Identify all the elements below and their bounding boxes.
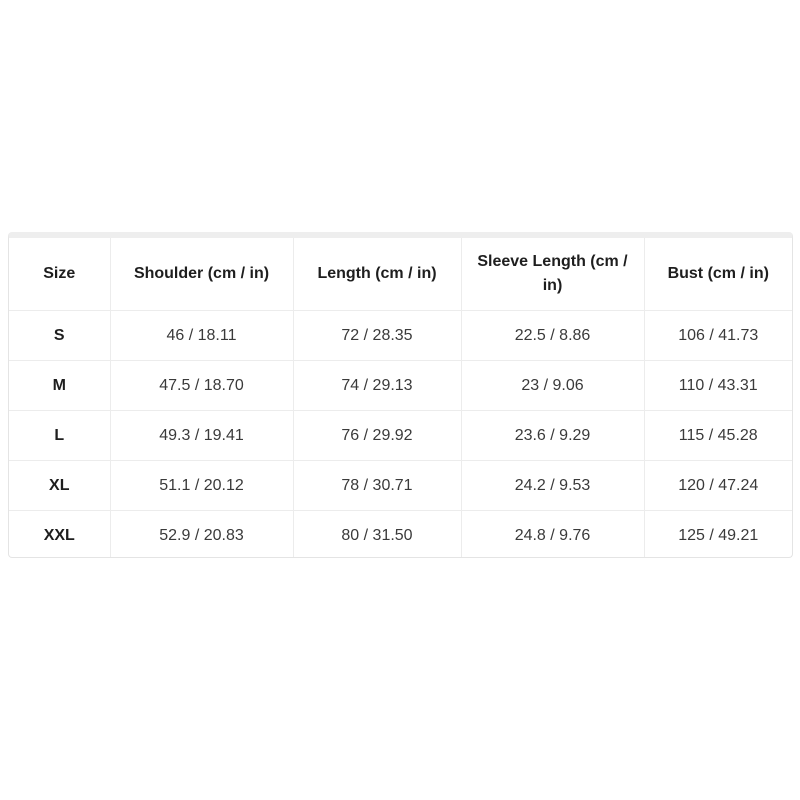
shoulder-cell: 51.1 / 20.12 <box>110 461 293 511</box>
sleeve-length-cell: 24.8 / 9.76 <box>461 511 644 559</box>
size-cell: L <box>9 411 110 461</box>
header-row <box>9 238 792 311</box>
sleeve-length-cell: 22.5 / 8.86 <box>461 311 644 361</box>
length-cell: 80 / 31.50 <box>293 511 461 559</box>
size-cell: XL <box>9 461 110 511</box>
sleeve-length-cell: 23.6 / 9.29 <box>461 411 644 461</box>
table-row <box>9 311 792 361</box>
bust-cell: 110 / 43.31 <box>644 361 792 411</box>
bust-cell: 115 / 45.28 <box>644 411 792 461</box>
size-cell: M <box>9 361 110 411</box>
shoulder-cell: 46 / 18.11 <box>110 311 293 361</box>
table-row <box>9 361 792 411</box>
bust-cell: 106 / 41.73 <box>644 311 792 361</box>
length-cell: 76 / 29.92 <box>293 411 461 461</box>
length-cell: 78 / 30.71 <box>293 461 461 511</box>
header-shoulder: Shoulder (cm / in) <box>110 238 293 311</box>
sleeve-length-cell: 24.2 / 9.53 <box>461 461 644 511</box>
sleeve-length-cell: 23 / 9.06 <box>461 361 644 411</box>
shoulder-cell: 47.5 / 18.70 <box>110 361 293 411</box>
bust-cell: 120 / 47.24 <box>644 461 792 511</box>
shoulder-cell: 52.9 / 20.83 <box>110 511 293 559</box>
header-sleeve-length: Sleeve Length (cm / in) <box>461 238 644 311</box>
size-table <box>9 238 792 558</box>
bust-cell: 125 / 49.21 <box>678 526 759 544</box>
size-cell: XXL <box>9 511 110 559</box>
length-cell: 74 / 29.13 <box>293 361 461 411</box>
length-cell: 72 / 28.35 <box>293 311 461 361</box>
size-cell: S <box>9 311 110 361</box>
table-row <box>9 461 792 511</box>
header-length: Length (cm / in) <box>293 238 461 311</box>
header-bust: Bust (cm / in) <box>644 238 792 311</box>
table-row <box>9 411 792 461</box>
shoulder-cell: 49.3 / 19.41 <box>110 411 293 461</box>
size-chart <box>8 232 793 558</box>
header-size: Size <box>9 238 110 311</box>
table-row <box>9 511 792 559</box>
